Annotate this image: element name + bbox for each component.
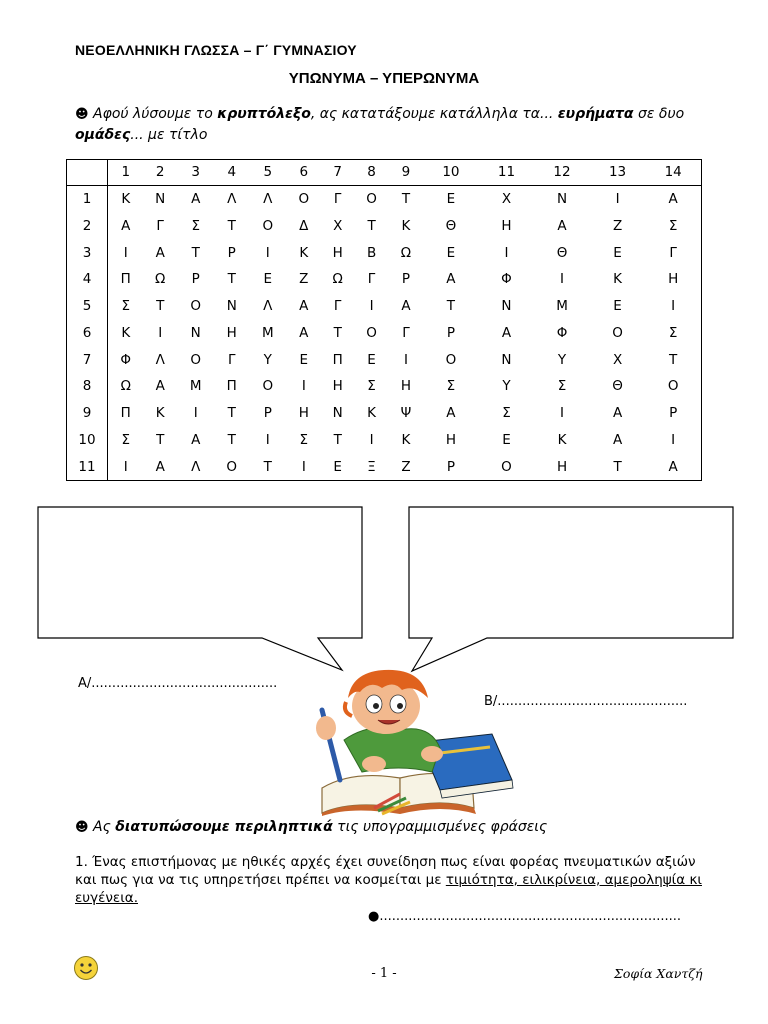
grid-letter-cell[interactable]: Σ xyxy=(299,431,309,448)
grid-letter-cell[interactable]: Α xyxy=(299,298,309,315)
grid-letter-cell[interactable]: Α xyxy=(121,217,131,234)
grid-row xyxy=(67,293,701,320)
grid-letter-cell[interactable]: Λ xyxy=(263,298,273,315)
grid-letter-cell[interactable]: Ρ xyxy=(446,324,455,341)
grid-letter-cell[interactable]: Γ xyxy=(669,244,677,261)
grid-letter-cell[interactable]: Ι xyxy=(560,405,565,422)
grid-letter-cell[interactable]: Η xyxy=(298,405,309,422)
grid-letter-cell[interactable]: Γ xyxy=(402,324,410,341)
grid-letter-cell[interactable]: Η xyxy=(668,271,679,288)
grid-letter-cell[interactable]: Τ xyxy=(401,191,411,208)
grid-letter-cell[interactable]: Ι xyxy=(123,244,128,261)
grid-letter-cell[interactable]: Ψ xyxy=(400,405,412,422)
grid-letter-cell[interactable]: Σ xyxy=(557,378,567,395)
grid-column-number: 7 xyxy=(321,160,354,185)
grid-row xyxy=(67,319,701,346)
grid-letter-cell[interactable]: Ρ xyxy=(401,271,411,288)
grid-letter-cell[interactable]: Η xyxy=(226,324,237,341)
smiley-bullet-icon: ☻ xyxy=(75,107,89,122)
grid-letter-cell[interactable]: Λ xyxy=(155,351,165,368)
grid-letter-cell[interactable]: Ν xyxy=(332,405,343,422)
grid-letter-cell[interactable]: Χ xyxy=(612,351,623,368)
grid-letter-cell[interactable]: Ν xyxy=(501,298,512,315)
grid-letter-cell[interactable]: Ε xyxy=(446,191,456,208)
instruction-wordsearch: ☻ Αφού λύσουμε το κρυπτόλεξο, ας κατατάξουμε κατάλληλα τα... ευρήματα σε δυο ομάδες... με τίτλο xyxy=(75,106,685,143)
grid-letter-cell[interactable]: Ι xyxy=(301,458,306,475)
grid-letter-cell[interactable]: Τ xyxy=(191,244,200,261)
grid-letter-cell[interactable]: Ι xyxy=(403,351,408,368)
grid-row-number: 7 xyxy=(67,346,108,373)
group-a-title-line[interactable]: Α/............................................. xyxy=(78,676,278,691)
grid-column-number: 1 xyxy=(108,160,144,185)
grid-letter-cell[interactable]: Ε xyxy=(502,431,511,448)
grid-letter-cell[interactable]: Σ xyxy=(668,217,678,234)
grid-letter-cell[interactable]: Ι xyxy=(193,405,198,422)
grid-letter-cell[interactable]: Β xyxy=(366,244,377,261)
grid-letter-cell[interactable]: Φ xyxy=(501,271,512,288)
grid-row xyxy=(67,453,701,480)
grid-letter-cell[interactable]: Τ xyxy=(263,458,272,475)
grid-corner-cell xyxy=(67,160,108,185)
grid-column-number: 8 xyxy=(354,160,388,185)
grid-letter-cell[interactable]: Ι xyxy=(671,431,676,448)
grid-letter-cell[interactable]: Ο xyxy=(262,217,274,234)
grid-letter-cell[interactable]: Α xyxy=(155,378,165,395)
grid-letter-cell[interactable]: Ο xyxy=(366,191,377,208)
grid-column-number: 4 xyxy=(215,160,249,185)
grid-letter-cell[interactable]: Ο xyxy=(612,324,623,341)
grid-letter-cell[interactable]: Γ xyxy=(333,298,342,315)
grid-row-number: 9 xyxy=(67,400,108,427)
grid-letter-cell[interactable]: Φ xyxy=(120,351,132,368)
grid-column-number: 13 xyxy=(590,160,646,185)
grid-row-number: 8 xyxy=(67,373,108,400)
grid-letter-cell[interactable]: Ν xyxy=(155,191,166,208)
grid-letter-cell[interactable]: Π xyxy=(120,271,131,288)
grid-letter-cell[interactable]: Ω xyxy=(155,271,166,288)
document-header: ΝΕΟΕΛΛΗΝΙΚΗ ΓΛΩΣΣΑ – Γ΄ ΓΥΜΝΑΣΙΟΥ xyxy=(75,42,357,58)
grid-letter-cell[interactable]: Υ xyxy=(557,351,567,368)
grid-row-number: 6 xyxy=(67,319,108,346)
grid-letter-cell[interactable]: Υ xyxy=(263,351,272,368)
grid-letter-cell[interactable]: Φ xyxy=(556,324,568,341)
grid-letter-cell[interactable]: Η xyxy=(332,378,343,395)
grid-letter-cell[interactable]: Ε xyxy=(613,298,622,315)
grid-letter-cell[interactable]: Γ xyxy=(367,271,376,288)
page-number: - 1 - xyxy=(371,966,397,981)
grid-letter-cell[interactable]: Α xyxy=(501,324,512,341)
grid-letter-cell[interactable]: Η xyxy=(445,431,456,448)
grid-letter-cell[interactable]: Α xyxy=(191,431,201,448)
grid-letter-cell[interactable]: Α xyxy=(668,458,678,475)
grid-letter-cell[interactable]: Ι xyxy=(369,298,374,315)
grid-letter-cell[interactable]: Ν xyxy=(556,191,568,208)
grid-letter-cell[interactable]: Ο xyxy=(226,458,238,475)
instruction-summarize: ☻ Ας διατυπώσουμε περιληπτικά τις υπογραμμισμένες φράσεις xyxy=(75,819,548,835)
author-name: Σοφία Χαντζή xyxy=(614,966,703,981)
grid-letter-cell[interactable]: Η xyxy=(556,458,568,475)
grid-letter-cell[interactable]: Σ xyxy=(121,431,131,448)
grid-row-number: 4 xyxy=(67,266,108,293)
grid-letter-cell[interactable]: Κ xyxy=(367,405,376,422)
grid-letter-cell[interactable]: Τ xyxy=(333,431,342,448)
grid-row-number: 5 xyxy=(67,293,108,320)
grid-letter-cell[interactable]: Σ xyxy=(367,378,376,395)
grid-letter-cell[interactable]: Ζ xyxy=(401,458,411,475)
grid-letter-cell[interactable]: Γ xyxy=(333,191,342,208)
grid-letter-cell[interactable]: Κ xyxy=(299,244,309,261)
grid-letter-cell[interactable]: Ε xyxy=(263,271,273,288)
grid-letter-cell[interactable]: Κ xyxy=(613,271,622,288)
grid-letter-cell[interactable]: Ο xyxy=(298,191,310,208)
grid-letter-cell[interactable]: Ρ xyxy=(191,271,200,288)
grid-letter-cell[interactable]: Ι xyxy=(369,431,374,448)
grid-letter-cell[interactable]: Π xyxy=(332,351,343,368)
grid-letter-cell[interactable]: Τ xyxy=(446,298,456,315)
grid-letter-cell[interactable]: Α xyxy=(155,244,165,261)
grid-letter-cell[interactable]: Κ xyxy=(557,431,567,448)
grid-letter-cell[interactable]: Ε xyxy=(446,244,456,261)
grid-letter-cell[interactable]: Κ xyxy=(121,191,131,208)
grid-letter-cell[interactable]: Α xyxy=(668,191,678,208)
grid-letter-cell[interactable]: Ο xyxy=(366,324,377,341)
grid-letter-cell[interactable]: Ε xyxy=(367,351,376,368)
grid-letter-cell[interactable]: Η xyxy=(501,217,512,234)
speech-bubble-right xyxy=(409,507,733,671)
grid-letter-cell[interactable]: Θ xyxy=(612,378,623,395)
grid-letter-cell[interactable]: Ξ xyxy=(367,458,376,475)
grid-letter-cell[interactable]: Α xyxy=(191,191,201,208)
grid-letter-cell[interactable]: Ι xyxy=(560,271,565,288)
grid-letter-cell[interactable]: Ο xyxy=(445,351,457,368)
grid-letter-cell[interactable]: Π xyxy=(226,378,237,395)
grid-letter-cell[interactable]: Τ xyxy=(333,324,342,341)
grid-letter-cell[interactable]: Ι xyxy=(265,431,270,448)
grid-row-number: 10 xyxy=(67,426,108,453)
grid-letter-cell[interactable]: Τ xyxy=(227,217,236,234)
grid-letter-cell[interactable]: Κ xyxy=(401,431,411,448)
grid-letter-cell[interactable]: Ω xyxy=(120,378,131,395)
grid-letter-cell[interactable]: Τ xyxy=(227,431,236,448)
grid-letter-cell[interactable]: Λ xyxy=(263,191,273,208)
grid-letter-cell[interactable]: Κ xyxy=(401,217,411,234)
student-writing-illustration xyxy=(282,668,518,816)
grid-letter-cell[interactable]: Π xyxy=(120,405,131,422)
grid-letter-cell[interactable]: Τ xyxy=(227,271,236,288)
grid-row xyxy=(67,212,701,239)
grid-letter-cell[interactable]: Α xyxy=(155,458,165,475)
grid-letter-cell[interactable]: Η xyxy=(332,244,343,261)
grid-letter-cell[interactable]: Ι xyxy=(158,324,163,341)
grid-letter-cell[interactable]: Α xyxy=(612,405,623,422)
grid-letter-cell[interactable]: Τ xyxy=(669,351,678,368)
grid-letter-cell[interactable]: Ι xyxy=(504,244,509,261)
grid-row xyxy=(67,346,701,373)
grid-letter-cell[interactable]: Ι xyxy=(123,458,128,475)
grid-row xyxy=(67,400,701,427)
grid-column-number: 14 xyxy=(645,160,701,185)
grid-letter-cell[interactable]: Τ xyxy=(156,431,165,448)
grid-row-number: 1 xyxy=(67,185,108,212)
grid-letter-cell[interactable]: Σ xyxy=(502,405,511,422)
grid-letter-cell[interactable]: Θ xyxy=(445,217,457,234)
grid-letter-cell[interactable]: Η xyxy=(400,378,412,395)
grid-letter-cell[interactable]: Ο xyxy=(262,378,274,395)
group-b-title-line[interactable]: Β/.............................................. xyxy=(484,694,688,709)
grid-letter-cell[interactable]: Τ xyxy=(156,298,165,315)
grid-letter-cell[interactable]: Ρ xyxy=(227,244,236,261)
grid-letter-cell[interactable]: Δ xyxy=(299,217,309,234)
grid-letter-cell[interactable]: Ρ xyxy=(446,458,455,475)
exercise-1-text: 1. Ένας επιστήμονας με ηθικές αρχές έχει συνείδηση πως είναι φορέας πνευματικών αξιών και πως για να τις υπηρετήσει πρέπει να κοσμείται με τιμιότητα, ειλικρίνεια, αμεροληψία κι ευγένεια. xyxy=(75,854,702,906)
grid-letter-cell[interactable]: Ε xyxy=(299,351,309,368)
grid-column-number: 5 xyxy=(249,160,287,185)
grid-row-number: 11 xyxy=(67,453,108,480)
grid-letter-cell[interactable]: Ζ xyxy=(299,271,309,288)
grid-letter-cell[interactable]: Χ xyxy=(501,191,512,208)
grid-letter-cell[interactable]: Υ xyxy=(502,378,511,395)
grid-column-number: 11 xyxy=(479,160,535,185)
grid-letter-cell[interactable]: Κ xyxy=(155,405,165,422)
grid-letter-cell[interactable]: Μ xyxy=(556,298,568,315)
grid-letter-cell[interactable]: Α xyxy=(299,324,309,341)
grid-letter-cell[interactable]: Ζ xyxy=(612,217,623,234)
grid-letter-cell[interactable]: Χ xyxy=(333,217,343,234)
grid-column-number: 3 xyxy=(177,160,215,185)
grid-letter-cell[interactable]: Τ xyxy=(227,405,236,422)
grid-row xyxy=(67,373,701,400)
grid-letter-cell[interactable]: Ο xyxy=(190,298,202,315)
grid-row xyxy=(67,266,701,293)
grid-letter-cell[interactable]: Ε xyxy=(333,458,342,475)
grid-letter-cell[interactable]: Ν xyxy=(226,298,237,315)
grid-column-number: 2 xyxy=(144,160,177,185)
grid-letter-cell[interactable]: Α xyxy=(557,217,567,234)
grid-column-number: 9 xyxy=(389,160,423,185)
exercise-1-answer-line[interactable]: ●......................................................................... xyxy=(368,909,682,924)
grid-letter-cell[interactable]: Ι xyxy=(265,244,270,261)
grid-letter-cell[interactable]: Ο xyxy=(501,458,512,475)
grid-letter-cell[interactable]: Ι xyxy=(671,298,676,315)
grid-row xyxy=(67,426,701,453)
grid-letter-cell[interactable]: Λ xyxy=(191,458,201,475)
smiley-bullet-icon: ☻ xyxy=(75,820,89,835)
grid-row xyxy=(67,185,701,212)
grid-letter-cell[interactable]: Θ xyxy=(556,244,568,261)
grid-row-number: 2 xyxy=(67,212,108,239)
grid-letter-cell[interactable]: Σ xyxy=(668,324,678,341)
grid-column-number: 12 xyxy=(534,160,590,185)
grid-letter-cell[interactable]: Τ xyxy=(613,458,622,475)
grid-letter-cell[interactable]: Ι xyxy=(615,191,620,208)
speech-bubble-left xyxy=(38,507,362,670)
worksheet-title: ΥΠΩΝΥΜΑ – ΥΠΕΡΩΝΥΜΑ xyxy=(288,70,480,87)
grid-letter-cell[interactable]: Ω xyxy=(400,244,412,261)
wordsearch-grid xyxy=(67,160,701,480)
grid-letter-cell[interactable]: Α xyxy=(612,431,623,448)
grid-letter-cell[interactable]: Α xyxy=(446,405,456,422)
grid-letter-cell[interactable]: Τ xyxy=(367,217,376,234)
grid-row-number: 3 xyxy=(67,239,108,266)
grid-letter-cell[interactable]: Σ xyxy=(446,378,456,395)
grid-letter-cell[interactable]: Γ xyxy=(156,217,164,234)
grid-letter-cell[interactable]: Ι xyxy=(301,378,306,395)
grid-row xyxy=(67,239,701,266)
grid-letter-cell[interactable]: Ρ xyxy=(669,405,678,422)
grid-letter-cell[interactable]: Ω xyxy=(332,271,343,288)
grid-letter-cell[interactable]: Κ xyxy=(121,324,131,341)
grid-letter-cell[interactable]: Μ xyxy=(261,324,274,341)
grid-column-number: 6 xyxy=(287,160,321,185)
grid-letter-cell[interactable]: Α xyxy=(401,298,411,315)
grid-letter-cell[interactable]: Ο xyxy=(667,378,679,395)
grid-letter-cell[interactable]: Μ xyxy=(189,378,202,395)
grid-letter-cell[interactable]: Ο xyxy=(190,351,202,368)
grid-column-number: 10 xyxy=(423,160,479,185)
grid-letter-cell[interactable]: Ε xyxy=(613,244,622,261)
grid-letter-cell[interactable]: Γ xyxy=(227,351,236,368)
grid-letter-cell[interactable]: Σ xyxy=(191,217,200,234)
grid-letter-cell[interactable]: Ν xyxy=(501,351,512,368)
grid-letter-cell[interactable]: Ν xyxy=(190,324,201,341)
grid-letter-cell[interactable]: Σ xyxy=(121,298,131,315)
grid-letter-cell[interactable]: Α xyxy=(446,271,456,288)
grid-letter-cell[interactable]: Λ xyxy=(227,191,237,208)
underlined-phrase: τιμιότητα, ειλικρίνεια, αμεροληψία κι ευγένεια. xyxy=(75,872,702,906)
grid-letter-cell[interactable]: Ρ xyxy=(263,405,272,422)
